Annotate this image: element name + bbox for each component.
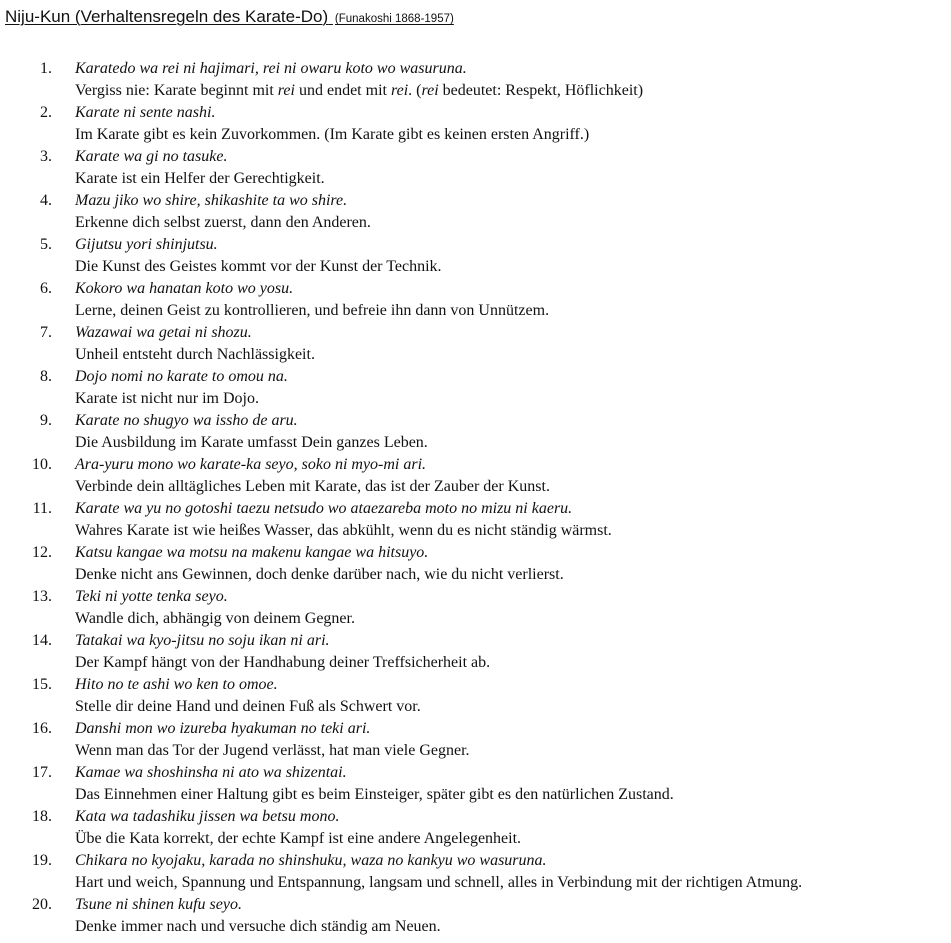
title-subtitle: (Funakoshi 1868-1957) [334, 13, 454, 25]
rule-item [0, 58, 951, 102]
rule-german: Karate ist nicht nur im Dojo. [75, 390, 259, 407]
rule-japanese: Gijutsu yori shinjutsu. [75, 236, 218, 253]
rule-number: 20. [32, 896, 52, 913]
rule-german-part: . ( [408, 82, 422, 99]
rule-german-term: rei [390, 82, 409, 99]
rule-japanese: Ara-yuru mono wo karate-ka seyo, soko ni myo-mi ari. [75, 456, 427, 473]
rule-german: Im Karate gibt es kein Zuvorkommen. (Im Karate gibt es keinen ersten Angriff.) [75, 126, 590, 143]
rule-german-part: bedeutet: Respekt, Höflichkeit) [438, 82, 644, 99]
rule-number: 18. [32, 808, 52, 825]
rule-number: 15. [32, 676, 52, 693]
rule-german: Hart und weich, Spannung und Entspannung, langsam und schnell, alles in Verbindung mit der richtigen Atmung. [75, 874, 803, 891]
rule-item [0, 146, 951, 190]
rule-item [0, 894, 951, 938]
rule-japanese: Karatedo wa rei ni hajimari, rei ni owaru koto wo wasuruna. [75, 60, 467, 77]
rule-number: 8. [40, 368, 52, 385]
page-title [5, 7, 454, 29]
rule-japanese: Tsune ni shinen kufu seyo. [75, 896, 242, 913]
rule-german: Lerne, deinen Geist zu kontrollieren, und befreie ihn dann von Unnützem. [75, 302, 550, 319]
rule-japanese: Karate wa gi no tasuke. [75, 148, 228, 165]
title-text: Niju-Kun (Verhaltensregeln des Karate-Do) [5, 7, 329, 26]
rule-japanese: Kamae wa shoshinsha ni ato wa shizentai. [75, 764, 347, 781]
rules-list [0, 58, 951, 938]
rule-german: Denke nicht ans Gewinnen, doch denke darüber nach, wie du nicht verlierst. [75, 566, 564, 583]
rule-number: 17. [32, 764, 52, 781]
rule-german: Das Einnehmen einer Haltung gibt es beim Einsteiger, später gibt es den natürlichen Zustand. [75, 786, 674, 803]
rule-item [0, 102, 951, 146]
rule-german: Wandle dich, abhängig von deinem Gegner. [75, 610, 355, 627]
rule-item [0, 278, 951, 322]
rule-german: Stelle dir deine Hand und deinen Fuß als Schwert vor. [75, 698, 421, 715]
rule-german-part: und endet mit [294, 82, 391, 99]
rule-german: Wenn man das Tor der Jugend verlässt, hat man viele Gegner. [75, 742, 470, 759]
rule-number: 4. [40, 192, 52, 209]
rule-number: 16. [32, 720, 52, 737]
rule-german: Der Kampf hängt von der Handhabung deiner Treffsicherheit ab. [75, 654, 491, 671]
rule-item [0, 718, 951, 762]
rule-item [0, 410, 951, 454]
rule-japanese: Danshi mon wo izureba hyakuman no teki ari. [75, 720, 371, 737]
rule-german: Die Kunst des Geistes kommt vor der Kunst der Technik. [75, 258, 442, 275]
rule-item [0, 234, 951, 278]
rule-item [0, 366, 951, 410]
rule-item [0, 542, 951, 586]
rule-number: 7. [40, 324, 52, 341]
rule-japanese: Kokoro wa hanatan koto wo yosu. [75, 280, 294, 297]
rule-german: Denke immer nach und versuche dich ständig am Neuen. [75, 918, 441, 935]
rule-german-term: rei [277, 82, 295, 99]
rule-german: Unheil entsteht durch Nachlässigkeit. [75, 346, 315, 363]
rule-japanese: Chikara no kyojaku, karada no shinshuku, waza no kankyu wo wasuruna. [75, 852, 547, 869]
rule-item [0, 454, 951, 498]
rule-german: Erkenne dich selbst zuerst, dann den Anderen. [75, 214, 371, 231]
rule-japanese: Hito no te ashi wo ken to omoe. [75, 676, 278, 693]
rule-german: Verbinde dein alltägliches Leben mit Karate, das ist der Zauber der Kunst. [75, 478, 550, 495]
rule-item [0, 762, 951, 806]
rule-number: 10. [32, 456, 52, 473]
rule-japanese: Teki ni yotte tenka seyo. [75, 588, 228, 605]
rule-german-term: rei [421, 82, 439, 99]
rule-item [0, 806, 951, 850]
rule-item [0, 630, 951, 674]
rule-item [0, 322, 951, 366]
rule-number: 1. [40, 60, 52, 77]
rule-number: 3. [40, 148, 52, 165]
rule-number: 5. [40, 236, 52, 253]
rule-japanese: Karate ni sente nashi. [75, 104, 216, 121]
rule-german-part: Vergiss nie: Karate beginnt mit [75, 82, 278, 99]
rule-japanese: Karate no shugyo wa issho de aru. [75, 412, 298, 429]
rule-japanese: Karate wa yu no gotoshi taezu netsudo wo ataezareba moto no mizu ni kaeru. [75, 500, 573, 517]
rule-number: 2. [40, 104, 52, 121]
rule-item [0, 850, 951, 894]
rule-item [0, 586, 951, 630]
rule-number: 6. [40, 280, 52, 297]
rule-japanese: Mazu jiko wo shire, shikashite ta wo shire. [75, 192, 348, 209]
rule-number: 14. [32, 632, 52, 649]
rule-german: Wahres Karate ist wie heißes Wasser, das abkühlt, wenn du es nicht ständig wärmst. [75, 522, 612, 539]
rule-item [0, 498, 951, 542]
rule-german: Karate ist ein Helfer der Gerechtigkeit. [75, 170, 325, 187]
rule-german: Übe die Kata korrekt, der echte Kampf ist eine andere Angelegenheit. [75, 830, 522, 847]
rule-german: Die Ausbildung im Karate umfasst Dein ganzes Leben. [75, 434, 428, 451]
rule-japanese: Kata wa tadashiku jissen wa betsu mono. [75, 808, 340, 825]
rule-number: 11. [32, 500, 52, 517]
rule-item [0, 190, 951, 234]
rule-number: 13. [32, 588, 52, 605]
rule-japanese: Tatakai wa kyo-jitsu no soju ikan ni ari. [75, 632, 330, 649]
rule-number: 12. [32, 544, 52, 561]
rule-number: 9. [40, 412, 52, 429]
rule-number: 19. [32, 852, 52, 869]
rule-japanese: Dojo nomi no karate to omou na. [75, 368, 288, 385]
rule-japanese: Katsu kangae wa motsu na makenu kangae wa hitsuyo. [75, 544, 429, 561]
rule-german [75, 80, 643, 102]
rule-item [0, 674, 951, 718]
rule-japanese: Wazawai wa getai ni shozu. [75, 324, 252, 341]
